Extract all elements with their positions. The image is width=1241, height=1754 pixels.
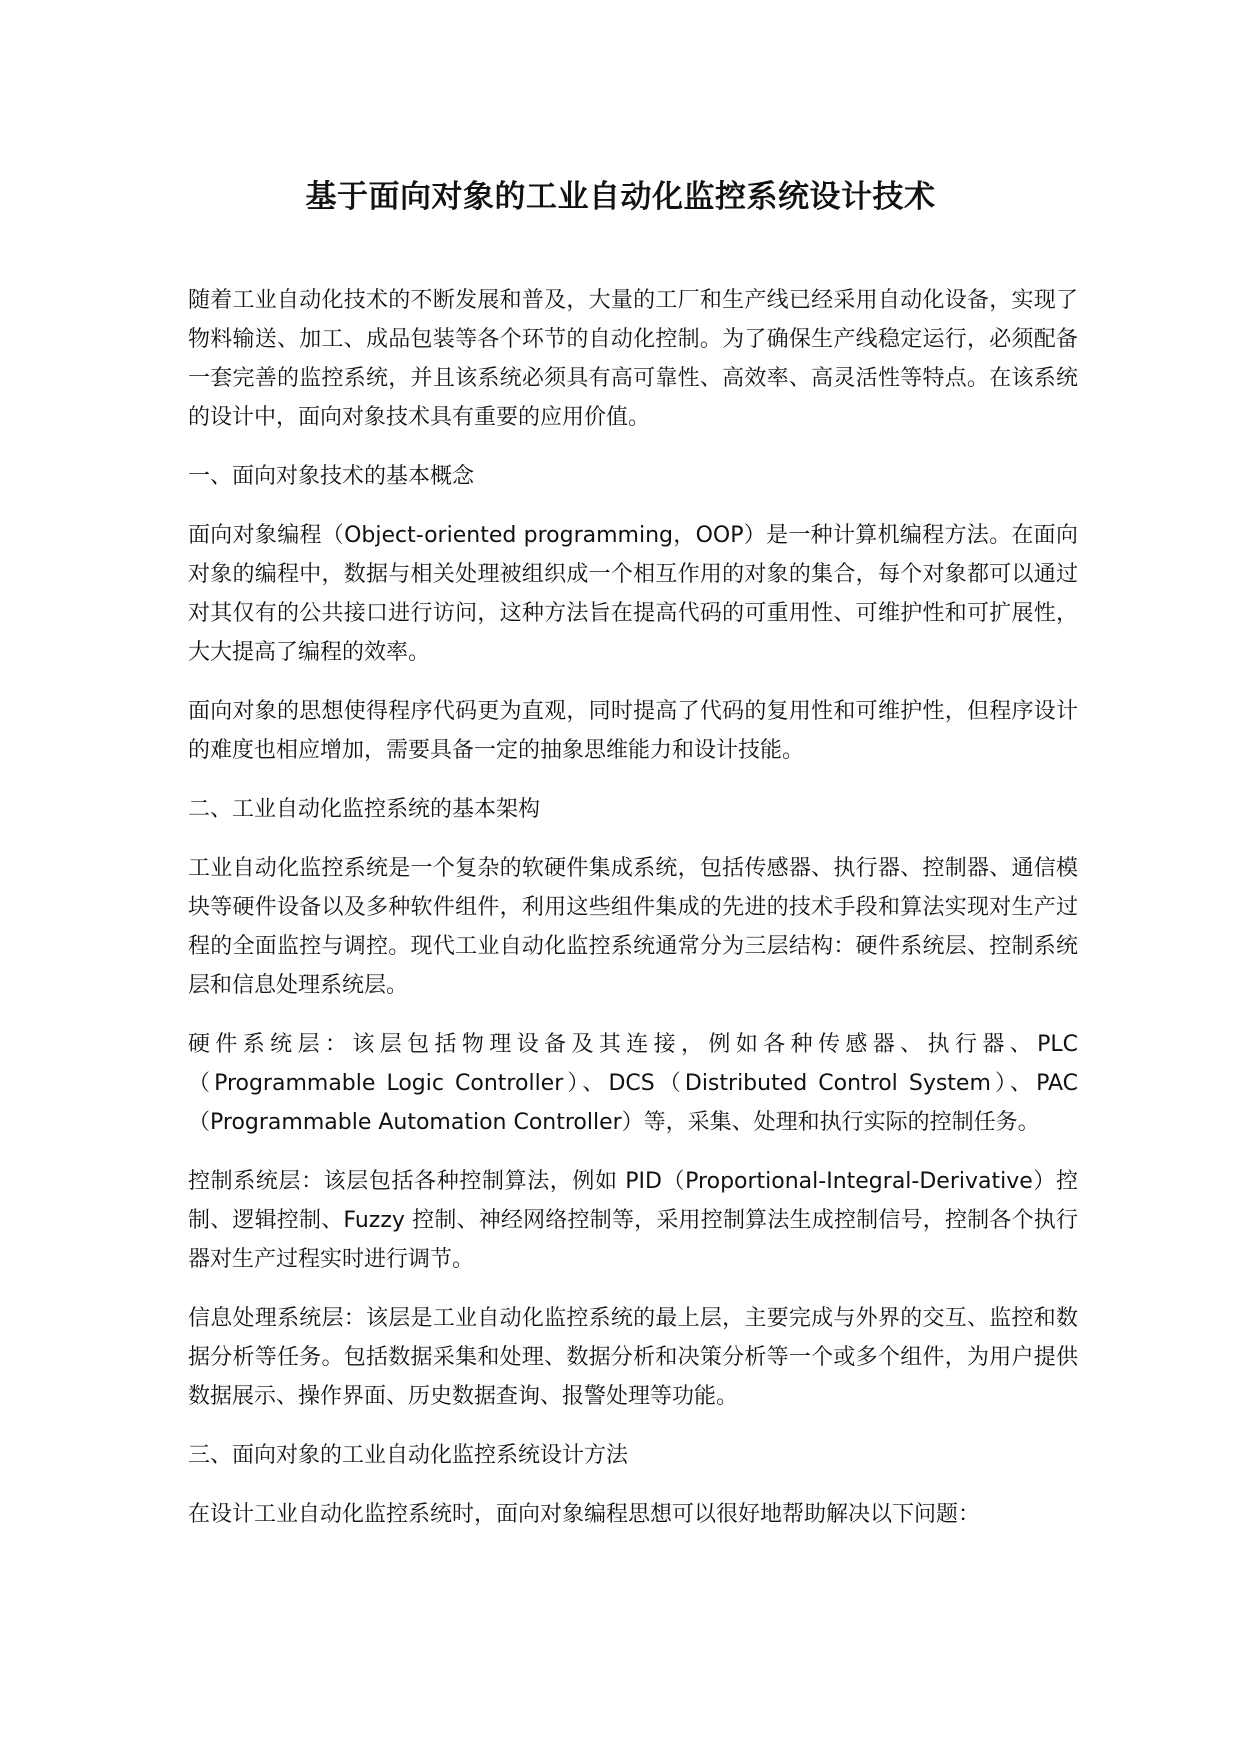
paragraph-oop-definition: 面向对象编程（Object-oriented programming，OOP）是一种计算机编程方法。在面向对象的编程中，数据与相关处理被组织成一个相互作用的对象的集合，每个对象都可以通过对其仅有的公共接口进行访问，这种方法旨在提高代码的可重用性、可维护性和可扩展性，大大提高了编程的效率。	[188, 523, 1078, 665]
section-heading-2: 二、工业自动化监控系统的基本架构	[188, 797, 541, 822]
section-heading-1: 一、面向对象技术的基本概念	[188, 464, 475, 489]
paragraph-info-layer: 信息处理系统层：该层是工业自动化监控系统的最上层，主要完成与外界的交互、监控和数据分析等任务。包括数据采集和处理、数据分析和决策分析等一个或多个组件，为用户提供数据展示、操作界面、历史数据查询、报警处理等功能。	[188, 1306, 1078, 1409]
paragraph-oop-thinking: 面向对象的思想使得程序代码更为直观，同时提高了代码的复用性和可维护性，但程序设计的难度也相应增加，需要具备一定的抽象思维能力和设计技能。	[188, 699, 1078, 763]
paragraph-architecture: 工业自动化监控系统是一个复杂的软硬件集成系统，包括传感器、执行器、控制器、通信模块等硬件设备以及多种软件组件，利用这些组件集成的先进的技术手段和算法实现对生产过程的全面监控与调控。现代工业自动化监控系统通常分为三层结构：硬件系统层、控制系统层和信息处理系统层。	[188, 856, 1078, 998]
paragraph-hardware-layer: 硬件系统层：该层包括物理设备及其连接，例如各种传感器、执行器、PLC（Programmable Logic Controller）、DCS（Distributed Control System）、PAC（Programmable Automation Controller）等，采集、处理和执行实际的控制任务。	[188, 1032, 1078, 1135]
page-title: 基于面向对象的工业自动化监控系统设计技术	[305, 179, 936, 215]
document-body	[188, 281, 1078, 1554]
paragraph-design-intro: 在设计工业自动化监控系统时，面向对象编程思想可以很好地帮助解决以下问题：	[188, 1502, 981, 1527]
paragraph-control-layer: 控制系统层：该层包括各种控制算法，例如 PID（Proportional-Integral-Derivative）控制、逻辑控制、Fuzzy 控制、神经网络控制等，采用控制算法生成控制信号，控制各个执行器对生产过程实时进行调节。	[188, 1169, 1078, 1272]
paragraph-intro: 随着工业自动化技术的不断发展和普及，大量的工厂和生产线已经采用自动化设备，实现了物料输送、加工、成品包装等各个环节的自动化控制。为了确保生产线稳定运行，必须配备一套完善的监控系统，并且该系统必须具有高可靠性、高效率、高灵活性等特点。在该系统的设计中，面向对象技术具有重要的应用价值。	[188, 288, 1078, 430]
section-heading-3: 三、面向对象的工业自动化监控系统设计方法	[188, 1443, 629, 1468]
